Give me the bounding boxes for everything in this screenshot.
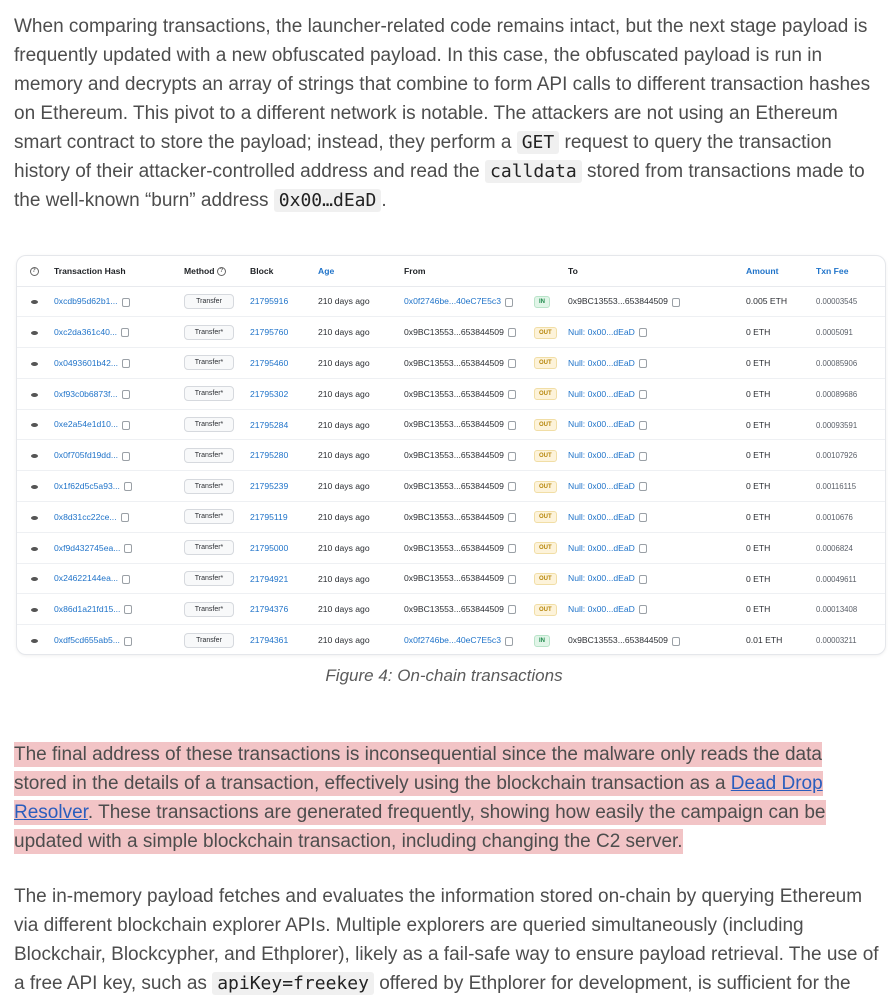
table-row bbox=[17, 532, 885, 563]
from-address[interactable]: 0x9BC13553...653844509 bbox=[404, 419, 504, 430]
paragraph-intro: When comparing transactions, the launcher-related code remains intact, but the next stage payload is frequently updated with a new obfuscated payload. In this case, the obfuscated payload is run in memory and decrypts an array of strings that combine to form API calls to different transaction hashes on Ethereum. This pivot to a different network is notable. The attackers are not using an Ethereum smart contract to store the payload; instead, they perform a GET request to query the transaction history of their attacker-controlled address and read the calldata stored from transactions made to the well-known “burn” address 0x00…dEaD . bbox=[14, 16, 871, 211]
fee-text: 0.00093591 bbox=[816, 420, 858, 430]
to-address[interactable]: Null: 0x00...dEaD bbox=[568, 481, 635, 492]
age-text: 210 days ago bbox=[318, 327, 370, 338]
table-row bbox=[17, 348, 885, 379]
transactions-table-card bbox=[16, 255, 886, 655]
age-text: 210 days ago bbox=[318, 450, 370, 461]
eye-icon[interactable] bbox=[31, 362, 38, 366]
paragraph-payload: The in-memory payload fetches and evaluates the information stored on-chain by querying Ethereum via different blockchain explorer APIs. Multiple explorers are queried simultaneously (including Blockchair, Blockcypher, and Ethplorer), likely as a fail-safe way to ensure payload retrieval. The use of a free API key, such as apiKey=freekey offered by Ethplorer for development, is sufficient for the bbox=[14, 886, 879, 994]
table-header-row bbox=[17, 256, 885, 286]
block-link[interactable]: 21794376 bbox=[250, 604, 289, 615]
age-text: 210 days ago bbox=[318, 511, 370, 522]
copy-icon[interactable] bbox=[672, 637, 680, 646]
amount-text: 0 ETH bbox=[746, 573, 771, 584]
block-link[interactable]: 21795239 bbox=[250, 481, 289, 492]
direction-badge: OUT bbox=[534, 573, 557, 585]
copy-icon[interactable] bbox=[122, 298, 130, 307]
header-age[interactable]: Age bbox=[318, 265, 335, 276]
amount-text: 0 ETH bbox=[746, 327, 771, 338]
fee-text: 0.00089686 bbox=[816, 389, 858, 399]
figure-caption: Figure 4: On-chain transactions bbox=[325, 666, 563, 685]
eye-icon[interactable] bbox=[31, 454, 38, 458]
transactions-table bbox=[17, 256, 885, 655]
tx-hash-link[interactable]: 0xe2a54e1d10... bbox=[54, 419, 119, 430]
from-address[interactable]: 0x9BC13553...653844509 bbox=[404, 542, 504, 553]
fee-text: 0.0006824 bbox=[816, 543, 853, 553]
to-address[interactable]: Null: 0x00...dEaD bbox=[568, 542, 635, 553]
copy-icon[interactable] bbox=[508, 421, 516, 430]
table-row bbox=[17, 625, 885, 655]
table-row bbox=[17, 286, 885, 317]
method-badge: Transfer* bbox=[184, 448, 234, 463]
header-hash: Transaction Hash bbox=[54, 265, 126, 276]
block-link[interactable]: 21795000 bbox=[250, 542, 289, 553]
table-row bbox=[17, 409, 885, 440]
copy-icon[interactable] bbox=[639, 452, 647, 461]
copy-icon[interactable] bbox=[639, 482, 647, 491]
copy-icon[interactable] bbox=[639, 605, 647, 614]
header-from: From bbox=[404, 265, 426, 276]
tx-hash-link[interactable]: 0xc2da361c40... bbox=[54, 327, 118, 338]
code-calldata: calldata bbox=[485, 160, 582, 183]
copy-icon[interactable] bbox=[122, 421, 130, 430]
from-address[interactable]: 0x9BC13553...653844509 bbox=[404, 481, 504, 492]
tx-hash-link[interactable]: 0xf93c0b6873f... bbox=[54, 388, 118, 399]
method-badge: Transfer* bbox=[184, 417, 234, 432]
table-row bbox=[17, 317, 885, 348]
to-address[interactable]: Null: 0x00...dEaD bbox=[568, 604, 635, 615]
header-to: To bbox=[568, 265, 578, 276]
from-address[interactable]: 0x9BC13553...653844509 bbox=[404, 327, 504, 338]
eye-icon[interactable] bbox=[31, 485, 38, 489]
from-address[interactable]: 0x9BC13553...653844509 bbox=[404, 388, 504, 399]
from-address[interactable]: 0x9BC13553...653844509 bbox=[404, 604, 504, 615]
copy-icon[interactable] bbox=[124, 637, 132, 646]
direction-badge: OUT bbox=[534, 511, 557, 523]
fee-text: 0.00003545 bbox=[816, 297, 858, 307]
fee-text: 0.00049611 bbox=[816, 574, 857, 584]
to-address[interactable]: Null: 0x00...dEaD bbox=[568, 511, 635, 522]
tx-hash-link[interactable]: 0xdf5cd655ab5... bbox=[54, 635, 120, 646]
copy-icon[interactable] bbox=[124, 482, 132, 491]
amount-text: 0.01 ETH bbox=[746, 635, 783, 646]
copy-icon[interactable] bbox=[505, 298, 513, 307]
copy-icon[interactable] bbox=[639, 544, 647, 553]
direction-badge: OUT bbox=[534, 419, 557, 431]
eye-icon[interactable] bbox=[31, 300, 38, 304]
code-apikey: apiKey=freekey bbox=[212, 972, 374, 995]
copy-icon[interactable] bbox=[122, 359, 130, 368]
block-link[interactable]: 21795760 bbox=[250, 327, 289, 338]
tx-hash-link[interactable]: 0xcdb95d62b1... bbox=[54, 296, 118, 307]
fee-text: 0.0010676 bbox=[816, 512, 853, 522]
paragraph-highlighted: The final address of these transactions is inconsequential since the malware only reads the data stored in the details of a transaction, effectively using the blockchain transaction as a Dead Drop Resolver. These transactions are generated frequently, showing how easily the campaign can be updated with a simple blockchain transaction, including changing the C2 server. bbox=[14, 744, 826, 852]
direction-badge: OUT bbox=[534, 388, 557, 400]
direction-badge: IN bbox=[534, 296, 550, 308]
to-address[interactable]: Null: 0x00...dEaD bbox=[568, 419, 635, 430]
amount-text: 0 ETH bbox=[746, 604, 771, 615]
age-text: 210 days ago bbox=[318, 542, 370, 553]
amount-text: 0 ETH bbox=[746, 450, 771, 461]
copy-icon[interactable] bbox=[121, 513, 129, 522]
amount-text: 0 ETH bbox=[746, 481, 771, 492]
amount-text: 0 ETH bbox=[746, 542, 771, 553]
tx-hash-link[interactable]: 0x0493601b42... bbox=[54, 357, 119, 368]
eye-icon[interactable] bbox=[31, 423, 38, 427]
copy-icon[interactable] bbox=[124, 544, 132, 553]
copy-icon[interactable] bbox=[639, 575, 647, 584]
method-help-icon[interactable]: ? bbox=[217, 267, 226, 276]
tx-hash-link[interactable]: 0x86d1a21fd15... bbox=[54, 604, 121, 615]
eye-icon[interactable] bbox=[31, 577, 38, 581]
from-address[interactable]: 0x9BC13553...653844509 bbox=[404, 573, 504, 584]
to-address[interactable]: Null: 0x00...dEaD bbox=[568, 327, 635, 338]
amount-text: 0 ETH bbox=[746, 388, 771, 399]
to-address[interactable]: 0x9BC13553...653844509 bbox=[568, 296, 668, 307]
copy-icon[interactable] bbox=[508, 328, 516, 337]
tx-hash-link[interactable]: 0x8d31cc22ce... bbox=[54, 511, 117, 522]
age-text: 210 days ago bbox=[318, 357, 370, 368]
from-address[interactable]: 0x0f2746be...40eC7E5c3 bbox=[404, 296, 501, 307]
copy-icon[interactable] bbox=[508, 452, 516, 461]
tx-hash-link[interactable]: 0x24622144ea... bbox=[54, 573, 119, 584]
age-text: 210 days ago bbox=[318, 481, 370, 492]
header-block: Block bbox=[250, 265, 274, 276]
method-badge: Transfer bbox=[184, 294, 234, 309]
fee-text: 0.00085906 bbox=[816, 358, 858, 368]
tx-hash-link[interactable]: 0x1f62d5c5a93... bbox=[54, 481, 120, 492]
direction-badge: OUT bbox=[534, 357, 557, 369]
method-badge: Transfer* bbox=[184, 479, 234, 494]
table-row bbox=[17, 502, 885, 533]
direction-badge: OUT bbox=[534, 604, 557, 616]
dead-drop-resolver-link[interactable]: Dead Drop Resolver bbox=[14, 773, 823, 823]
block-link[interactable]: 21794361 bbox=[250, 635, 289, 646]
direction-badge: OUT bbox=[534, 327, 557, 339]
age-text: 210 days ago bbox=[318, 419, 370, 430]
help-icon[interactable]: ? bbox=[30, 267, 39, 276]
direction-badge: OUT bbox=[534, 481, 557, 493]
copy-icon[interactable] bbox=[639, 390, 647, 399]
from-address[interactable]: 0x9BC13553...653844509 bbox=[404, 511, 504, 522]
eye-icon[interactable] bbox=[31, 547, 38, 551]
table-row bbox=[17, 563, 885, 594]
copy-icon[interactable] bbox=[121, 328, 129, 337]
table-row bbox=[17, 594, 885, 625]
block-link[interactable]: 21795119 bbox=[250, 511, 288, 522]
from-address[interactable]: 0x0f2746be...40eC7E5c3 bbox=[404, 635, 501, 646]
amount-text: 0.005 ETH bbox=[746, 296, 788, 307]
block-link[interactable]: 21794921 bbox=[250, 573, 289, 584]
copy-icon[interactable] bbox=[508, 544, 516, 553]
age-text: 210 days ago bbox=[318, 388, 370, 399]
direction-badge: IN bbox=[534, 635, 550, 647]
age-text: 210 days ago bbox=[318, 296, 370, 307]
amount-text: 0 ETH bbox=[746, 357, 771, 368]
age-text: 210 days ago bbox=[318, 604, 370, 615]
fee-text: 0.00013408 bbox=[816, 605, 858, 615]
to-address[interactable]: Null: 0x00...dEaD bbox=[568, 573, 635, 584]
from-address[interactable]: 0x9BC13553...653844509 bbox=[404, 450, 504, 461]
to-address[interactable]: Null: 0x00...dEaD bbox=[568, 388, 635, 399]
method-badge: Transfer bbox=[184, 633, 234, 648]
eye-icon[interactable] bbox=[31, 639, 38, 643]
copy-icon[interactable] bbox=[124, 605, 132, 614]
fee-text: 0.00107926 bbox=[816, 451, 858, 461]
copy-icon[interactable] bbox=[122, 390, 130, 399]
copy-icon[interactable] bbox=[505, 637, 513, 646]
method-badge: Transfer* bbox=[184, 571, 234, 586]
copy-icon[interactable] bbox=[639, 421, 647, 430]
amount-text: 0 ETH bbox=[746, 419, 771, 430]
fee-text: 0.00116115 bbox=[816, 482, 857, 492]
to-address[interactable]: Null: 0x00...dEaD bbox=[568, 450, 635, 461]
eye-icon[interactable] bbox=[31, 516, 38, 520]
method-badge: Transfer* bbox=[184, 540, 234, 555]
to-address[interactable]: Null: 0x00...dEaD bbox=[568, 357, 635, 368]
copy-icon[interactable] bbox=[508, 482, 516, 491]
eye-icon[interactable] bbox=[31, 608, 38, 612]
copy-icon[interactable] bbox=[508, 575, 516, 584]
amount-text: 0 ETH bbox=[746, 511, 771, 522]
from-address[interactable]: 0x9BC13553...653844509 bbox=[404, 357, 504, 368]
method-badge: Transfer* bbox=[184, 325, 234, 340]
method-badge: Transfer* bbox=[184, 509, 234, 524]
age-text: 210 days ago bbox=[318, 573, 370, 584]
tx-hash-link[interactable]: 0x0f705fd19dd... bbox=[54, 450, 119, 461]
tx-hash-link[interactable]: 0xf9d432745ea... bbox=[54, 542, 121, 553]
method-badge: Transfer* bbox=[184, 386, 234, 401]
block-link[interactable]: 21795302 bbox=[250, 388, 289, 399]
table-row bbox=[17, 471, 885, 502]
copy-icon[interactable] bbox=[639, 513, 647, 522]
header-method: Method ? bbox=[181, 256, 247, 286]
header-fee[interactable]: Txn Fee bbox=[816, 265, 849, 276]
block-link[interactable]: 21795284 bbox=[250, 419, 289, 430]
eye-icon[interactable] bbox=[31, 331, 38, 335]
fee-text: 0.00003211 bbox=[816, 636, 857, 646]
method-badge: Transfer* bbox=[184, 602, 234, 617]
copy-icon[interactable] bbox=[639, 359, 647, 368]
copy-icon[interactable] bbox=[508, 605, 516, 614]
block-link[interactable]: 21795460 bbox=[250, 357, 289, 368]
copy-icon[interactable] bbox=[508, 513, 516, 522]
method-badge: Transfer* bbox=[184, 355, 234, 370]
copy-icon[interactable] bbox=[508, 359, 516, 368]
block-link[interactable]: 21795916 bbox=[250, 296, 289, 307]
header-amount[interactable]: Amount bbox=[746, 265, 779, 276]
code-get: GET bbox=[517, 131, 560, 154]
eye-icon[interactable] bbox=[31, 393, 38, 397]
to-address[interactable]: 0x9BC13553...653844509 bbox=[568, 635, 668, 646]
block-link[interactable]: 21795280 bbox=[250, 450, 289, 461]
direction-badge: OUT bbox=[534, 542, 557, 554]
copy-icon[interactable] bbox=[122, 575, 130, 584]
copy-icon[interactable] bbox=[639, 328, 647, 337]
table-row bbox=[17, 378, 885, 409]
age-text: 210 days ago bbox=[318, 635, 370, 646]
direction-badge: OUT bbox=[534, 450, 557, 462]
copy-icon[interactable] bbox=[122, 452, 130, 461]
copy-icon[interactable] bbox=[508, 390, 516, 399]
fee-text: 0.0005091 bbox=[816, 328, 853, 338]
code-burn-address: 0x00…dEaD bbox=[274, 189, 382, 212]
table-row bbox=[17, 440, 885, 471]
copy-icon[interactable] bbox=[672, 298, 680, 307]
